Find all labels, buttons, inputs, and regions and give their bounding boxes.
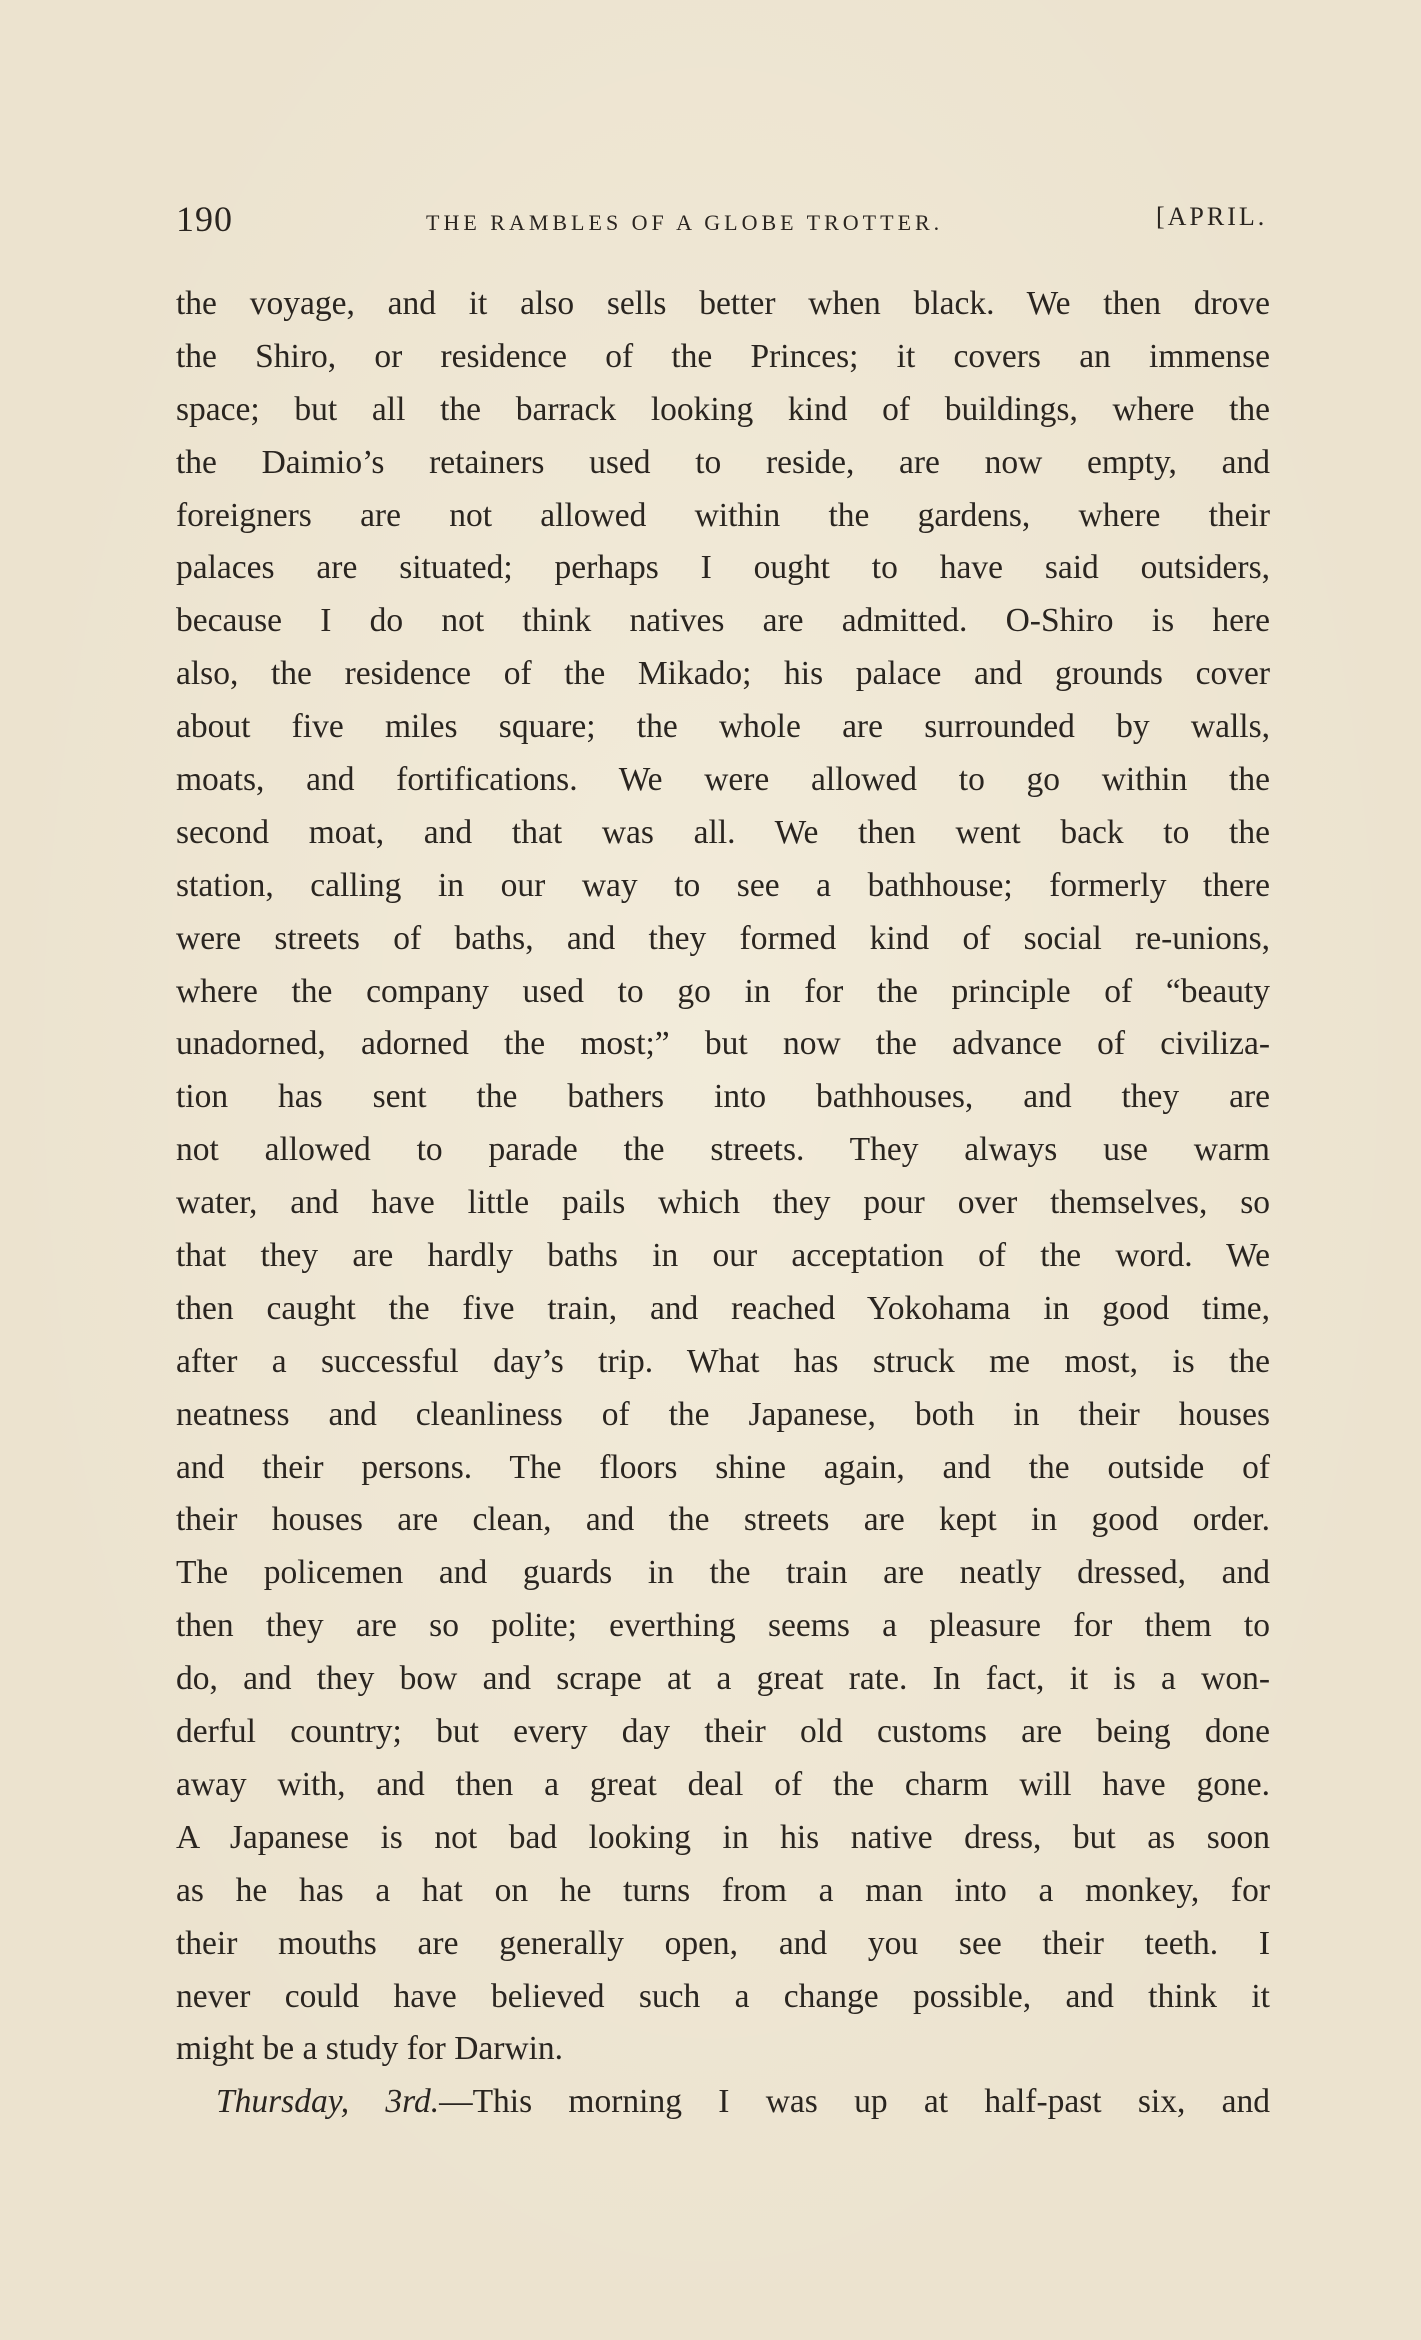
text-line: because I do not think natives are admitted. O-Shiro is here [176,602,1270,640]
text-line: their mouths are generally open, and you see their teeth. I [176,1924,1270,1962]
text-line: that they are hardly baths in our acceptation of the word. We [176,1237,1270,1275]
body-text [176,278,1270,2129]
text-line: water, and have little pails which they pour over themselves, so [176,1184,1270,1222]
text-line: A Japanese is not bad looking in his native dress, but as soon [176,1818,1270,1856]
diary-entry-line [176,2076,1270,2129]
diary-entry-text: —This morning I was up at half-past six, and [439,2083,1270,2121]
running-month: [APRIL. [1156,202,1268,231]
text-line: tion has sent the bathers into bathhouses, and they are [176,1078,1270,1116]
text-line: do, and they bow and scrape at a great rate. In fact, it is a won- [176,1660,1270,1698]
page-number: 190 [176,199,233,239]
text-line: palaces are situated; perhaps I ought to have said outsiders, [176,549,1270,587]
text-line: derful country; but every day their old customs are being done [176,1713,1270,1751]
text-line: the Daimio’s retainers used to reside, are now empty, and [176,443,1270,481]
diary-date: Thursday, 3rd. [216,2083,440,2121]
text-line: might be a study for Darwin. [176,2030,564,2068]
text-line: The policemen and guards in the train are neatly dressed, and [176,1554,1270,1592]
text-line: then caught the five train, and reached Yokohama in good time, [176,1289,1270,1327]
text-line: the Shiro, or residence of the Princes; it covers an immense [176,337,1270,375]
text-line: unadorned, adorned the most;” but now the advance of civiliza- [176,1025,1270,1063]
text-line: neatness and cleanliness of the Japanese, both in their houses [176,1395,1270,1433]
text-line: never could have believed such a change possible, and think it [176,1977,1270,2015]
text-line: about five miles square; the whole are surrounded by walls, [176,708,1270,746]
text-line: foreigners are not allowed within the gardens, where their [176,496,1270,534]
text-line: the voyage, and it also sells better when black. We then drove [176,285,1270,322]
text-line: second moat, and that was all. We then went back to the [176,813,1270,851]
text-line: away with, and then a great deal of the charm will have gone. [176,1765,1270,1803]
text-line: also, the residence of the Mikado; his palace and grounds cover [176,655,1270,693]
text-line: and their persons. The floors shine again, and the outside of [176,1448,1270,1486]
text-line: their houses are clean, and the streets are kept in good order. [176,1501,1270,1539]
text-line: where the company used to go in for the principle of “beauty [176,972,1270,1010]
text-line: station, calling in our way to see a bathhouse; formerly there [176,866,1270,904]
text-line: as he has a hat on he turns from a man into a monkey, for [176,1871,1270,1909]
text-line: not allowed to parade the streets. They always use warm [176,1131,1270,1169]
text-line: were streets of baths, and they formed kind of social re-unions, [176,919,1270,957]
page-header [176,198,1276,248]
text-line: moats, and fortifications. We were allowed to go within the [176,761,1270,799]
text-line: space; but all the barrack looking kind of buildings, where the [176,390,1270,428]
text-line: after a successful day’s trip. What has struck me most, is the [176,1342,1270,1380]
running-title: THE RAMBLES OF A GLOBE TROTTER. [426,210,944,235]
text-line: then they are so polite; everthing seems a pleasure for them to [176,1607,1270,1645]
